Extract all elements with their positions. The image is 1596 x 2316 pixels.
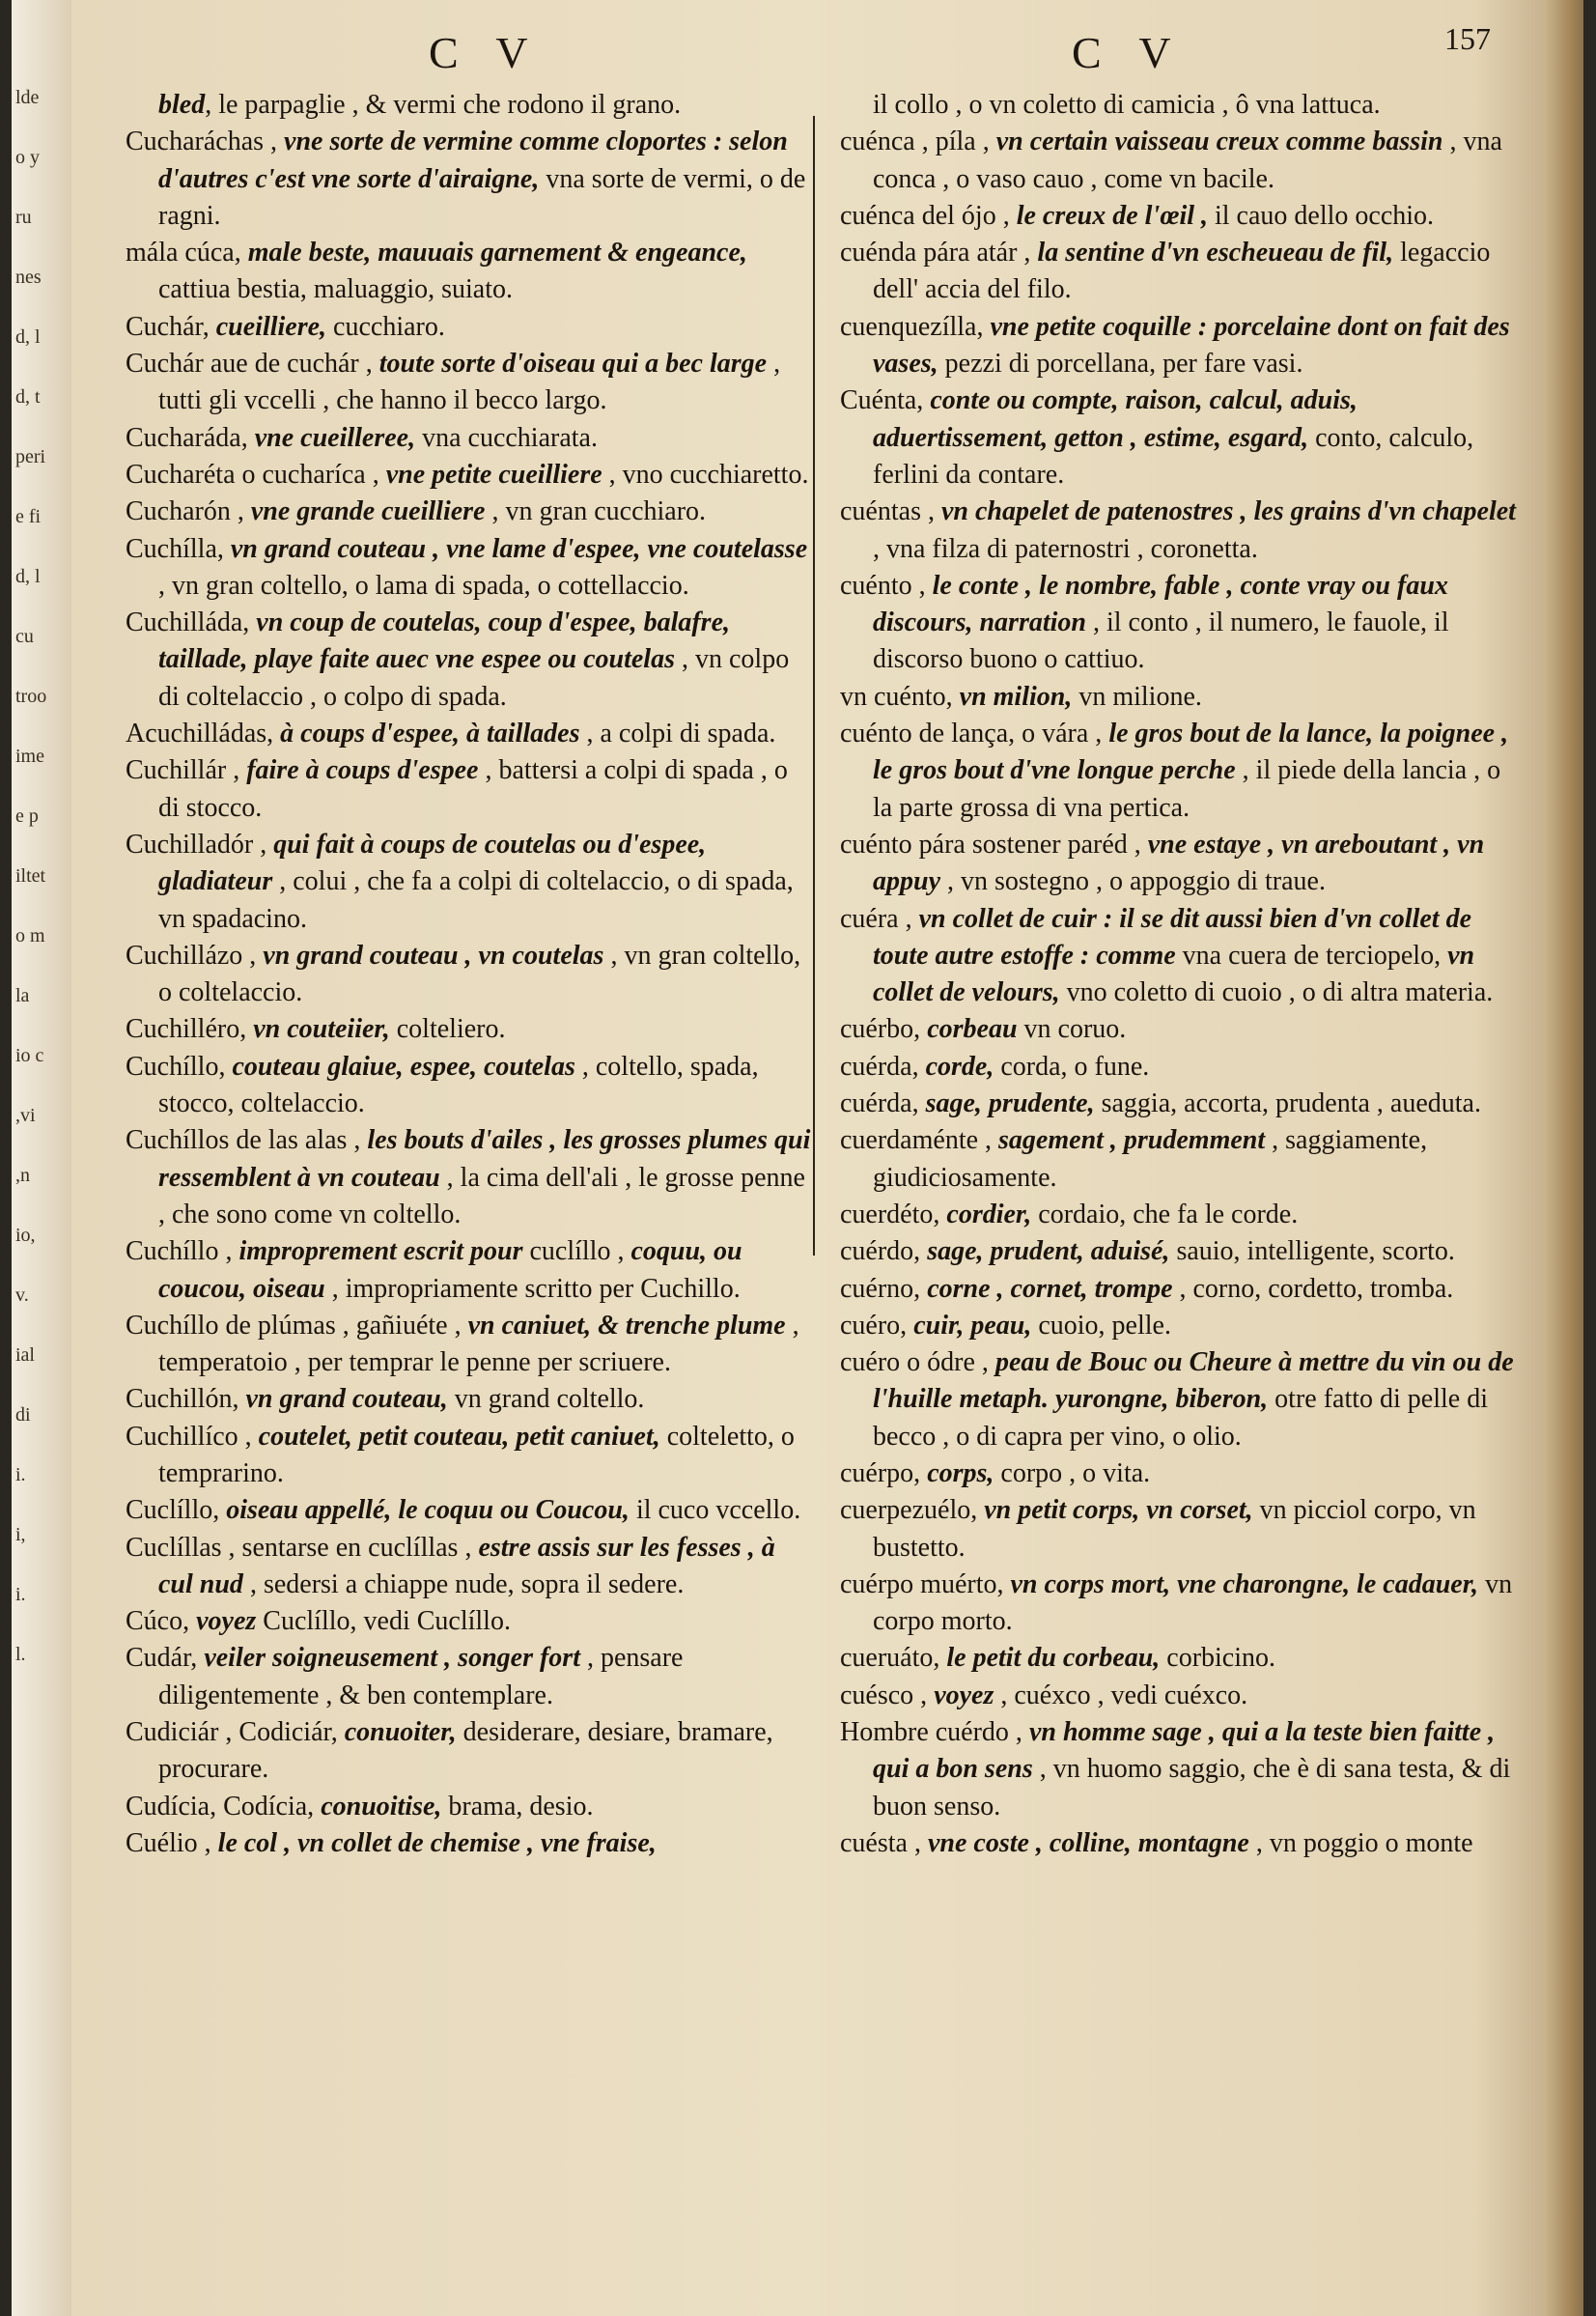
french-gloss: conuoiter, bbox=[344, 1717, 457, 1748]
page-number: 157 bbox=[1444, 21, 1491, 56]
facing-page-fragment: i. bbox=[15, 1464, 26, 1485]
facing-page-fragment: lde bbox=[15, 87, 40, 108]
entry-text: cuénto , bbox=[840, 570, 933, 601]
entry-text: Cúco, bbox=[126, 1606, 197, 1637]
dictionary-entry bbox=[840, 1197, 1516, 1233]
right-column bbox=[840, 87, 1516, 1862]
french-gloss: sagement , prudemment bbox=[998, 1125, 1266, 1156]
dictionary-entry bbox=[126, 827, 811, 938]
entry-text: Cudiciár , Codiciár, bbox=[126, 1717, 345, 1748]
entry-text: cordaio, che fa le corde. bbox=[1031, 1199, 1299, 1229]
french-gloss: corne , cornet, trompe bbox=[927, 1273, 1173, 1304]
entry-text: cuénca , píla , bbox=[840, 127, 996, 157]
left-column bbox=[126, 87, 811, 1862]
dictionary-entry bbox=[126, 346, 811, 420]
entry-text: , coltello, spada, stocco, coltelaccio. bbox=[158, 1051, 759, 1119]
entry-text: desiderare, desiare, bramare, procurare. bbox=[158, 1717, 773, 1785]
french-gloss: oiseau appellé, le coquu ou Coucou, bbox=[226, 1495, 630, 1526]
facing-page-fragment: io c bbox=[15, 1045, 44, 1066]
entry-text: cuérda, bbox=[840, 1051, 926, 1082]
entry-text: , vn gran coltello, o coltelaccio. bbox=[158, 940, 801, 1008]
french-gloss: vn grand couteau, bbox=[245, 1384, 448, 1415]
entry-text: Cudícia, Codícia, bbox=[126, 1791, 322, 1822]
dictionary-entry bbox=[840, 1678, 1516, 1714]
facing-page-fragment: nes bbox=[15, 267, 42, 288]
entry-text: vn cuénto, bbox=[840, 681, 960, 712]
french-gloss: vn homme sage , qui a la teste bien faitte , qui a bon sens bbox=[873, 1717, 1496, 1785]
entry-text: , le parpaglie , & vermi che rodono il grano. bbox=[205, 90, 682, 120]
facing-page-fragment: e fi bbox=[15, 506, 42, 527]
dictionary-entry bbox=[840, 1308, 1516, 1344]
entry-text: , vno cucchiaretto. bbox=[602, 459, 809, 490]
dictionary-entry bbox=[840, 198, 1516, 235]
french-gloss: veiler soigneusement , songer fort bbox=[204, 1643, 580, 1674]
french-gloss: sage, prudent, aduisé, bbox=[927, 1236, 1170, 1267]
entry-text: , colui , che fa a colpi di coltelaccio, o di spada, vn spadacino. bbox=[158, 866, 794, 934]
dictionary-entry bbox=[126, 87, 811, 124]
french-gloss: vn petit corps, vn corset, bbox=[984, 1495, 1253, 1526]
facing-page-fragment: iltet bbox=[15, 865, 46, 887]
entry-text: cucchiaro. bbox=[326, 311, 445, 342]
entry-text: cuéro o ódre , bbox=[840, 1347, 995, 1378]
facing-page-fragment: ,vi bbox=[15, 1105, 36, 1126]
entry-text: conto, calculo, ferlini da contare. bbox=[873, 422, 1474, 490]
french-gloss: cueilliere, bbox=[215, 311, 327, 342]
entry-text: cuénto pára sostener paréd , bbox=[840, 829, 1148, 860]
facing-page-fragment: o y bbox=[15, 147, 40, 168]
entry-text: vn milione. bbox=[1072, 681, 1202, 712]
facing-page-fragment: ial bbox=[15, 1344, 35, 1366]
dictionary-entry bbox=[840, 679, 1516, 716]
french-gloss: coutelet, petit couteau, petit caniuet, bbox=[258, 1421, 660, 1452]
dictionary-entry bbox=[126, 752, 811, 827]
entry-text: cueruáto, bbox=[840, 1643, 947, 1674]
french-gloss: conuoitise, bbox=[321, 1791, 442, 1822]
french-gloss: corbeau bbox=[927, 1014, 1018, 1045]
entry-text: Cuchár, bbox=[126, 311, 216, 342]
facing-page-edge bbox=[12, 0, 71, 2316]
entry-text: , il piede della lancia , o la parte grossa di vna pertica. bbox=[873, 755, 1501, 823]
entry-text: vn grand coltello. bbox=[447, 1384, 645, 1415]
column-divider bbox=[813, 116, 815, 1256]
entry-text: saggia, accorta, prudenta , aueduta. bbox=[1094, 1088, 1481, 1119]
dictionary-entry bbox=[840, 1086, 1516, 1122]
dictionary-entry bbox=[126, 1825, 811, 1862]
french-gloss: le conte , le nombre, fable , conte vray ou faux discours, narration bbox=[873, 570, 1448, 638]
dictionary-entry bbox=[840, 1455, 1516, 1492]
french-gloss: couteau glaiue, espee, coutelas bbox=[232, 1051, 575, 1082]
entry-text: Hombre cuérdo , bbox=[840, 1717, 1029, 1748]
dictionary-entry bbox=[126, 1530, 811, 1604]
entry-text: cuclíllo , bbox=[522, 1236, 631, 1267]
dictionary-entry bbox=[840, 124, 1516, 198]
entry-text: Cuchár aue de cuchár , bbox=[126, 349, 379, 380]
dictionary-entry bbox=[840, 1344, 1516, 1455]
dictionary-entry bbox=[840, 568, 1516, 679]
entry-text: cuérda, bbox=[840, 1088, 926, 1119]
entry-text: , battersi a colpi di spada , o di stocco. bbox=[158, 755, 788, 823]
french-gloss: vn caniuet, & trenche plume bbox=[467, 1310, 786, 1341]
dictionary-entry bbox=[126, 1122, 811, 1233]
facing-page-fragment: e p bbox=[15, 805, 39, 827]
facing-page-fragment: v. bbox=[15, 1285, 29, 1306]
dictionary-entry bbox=[840, 1011, 1516, 1048]
entry-text: , impropriamente scritto per Cuchillo. bbox=[324, 1273, 741, 1304]
entry-text: Cuchíllo, bbox=[126, 1051, 233, 1082]
entry-text: cuénto de lança, o vára , bbox=[840, 719, 1109, 749]
french-gloss: vn coup de coutelas, coup d'espee, balafre, taillade, playe faite auec vne espee ou coutelas bbox=[158, 607, 730, 675]
entry-text: , saggiamente, giudiciosamente. bbox=[873, 1125, 1428, 1193]
facing-page-fragment: ru bbox=[15, 207, 32, 228]
entry-text: Cucharáchas , bbox=[126, 127, 285, 157]
entry-text: il collo , o vn coletto di camicia , ô vna lattuca. bbox=[873, 90, 1381, 120]
facing-page-fragment: d, l bbox=[15, 566, 41, 587]
entry-text: Cudár, bbox=[126, 1643, 205, 1674]
dictionary-entry bbox=[126, 1381, 811, 1418]
right-column-header: C V bbox=[1072, 28, 1185, 77]
entry-text: , temperatoio , per temprar le penne per scriuere. bbox=[158, 1310, 799, 1378]
entry-text: Cuchilláda, bbox=[126, 607, 257, 638]
french-gloss: male beste, mauuais garnement & engeance, bbox=[247, 238, 747, 268]
entry-text: cuoio, pelle. bbox=[1031, 1310, 1171, 1341]
dictionary-entry bbox=[840, 1233, 1516, 1270]
french-gloss: le petit du corbeau, bbox=[946, 1643, 1161, 1674]
french-gloss: corde, bbox=[925, 1051, 994, 1082]
dictionary-entry bbox=[126, 605, 811, 716]
entry-text: cuérno, bbox=[840, 1273, 928, 1304]
entry-text: Cucharéta o cucharíca , bbox=[126, 459, 386, 490]
dictionary-entry bbox=[840, 716, 1516, 827]
entry-text: cuérpo, bbox=[840, 1457, 928, 1488]
dictionary-entry bbox=[840, 494, 1516, 568]
entry-text: cuénca del ójo , bbox=[840, 200, 1017, 231]
facing-page-fragment: troo bbox=[15, 686, 47, 707]
entry-text: cuérdo, bbox=[840, 1236, 928, 1267]
entry-text: legaccio dell' accia del filo. bbox=[873, 238, 1491, 305]
french-gloss: vne petite coquille : porcelaine dont on fait des vases, bbox=[873, 311, 1510, 380]
dictionary-entry bbox=[126, 420, 811, 457]
french-gloss: vne estaye , vn areboutant , vn appuy bbox=[873, 829, 1485, 897]
entry-text: vn corpo morto. bbox=[873, 1568, 1513, 1637]
entry-text: mála cúca, bbox=[126, 238, 248, 268]
entry-text: , tutti gli vccelli , che hanno il becco largo. bbox=[158, 349, 781, 416]
entry-text: cuésco , bbox=[840, 1680, 935, 1710]
french-gloss: corps, bbox=[927, 1457, 994, 1488]
french-gloss: le creux de l'œil , bbox=[1016, 200, 1208, 231]
entry-text: Cucharón , bbox=[126, 496, 251, 527]
french-gloss: le col , vn collet de chemise , vne fraise, bbox=[217, 1827, 657, 1858]
dictionary-entry bbox=[840, 1049, 1516, 1086]
dictionary-entry bbox=[840, 1492, 1516, 1567]
entry-text: , vna filza di paternostri , coronetta. bbox=[873, 533, 1258, 564]
entry-text: vna cuera de terciopelo, bbox=[1175, 940, 1448, 971]
dictionary-entry bbox=[126, 457, 811, 494]
dictionary-entry bbox=[126, 235, 811, 309]
entry-text: , vn colpo di coltelaccio , o colpo di spada. bbox=[158, 644, 790, 712]
french-gloss: la sentine d'vn escheueau de fil, bbox=[1037, 238, 1394, 268]
dictionary-entry bbox=[126, 1308, 811, 1382]
french-gloss: toute sorte d'oiseau qui a bec large bbox=[378, 349, 768, 380]
dictionary-entry bbox=[126, 531, 811, 606]
french-gloss: vn milion, bbox=[959, 681, 1073, 712]
entry-text: Cuchilladór , bbox=[126, 829, 274, 860]
page-edge-shadow bbox=[1545, 0, 1583, 2316]
entry-text: Cuélio , bbox=[126, 1827, 218, 1858]
facing-page-fragment: l. bbox=[15, 1644, 26, 1665]
facing-page-fragment: io, bbox=[15, 1225, 36, 1246]
dictionary-entry bbox=[840, 235, 1516, 309]
left-column-header: C V bbox=[429, 28, 542, 77]
entry-text: corpo , o vita. bbox=[994, 1457, 1151, 1488]
entry-text: brama, desio. bbox=[441, 1791, 594, 1822]
entry-text: corda, o fune. bbox=[994, 1051, 1150, 1082]
dictionary-entry bbox=[126, 716, 811, 752]
entry-text: cuéro, bbox=[840, 1310, 914, 1341]
entry-text: , cuéxco , vedi cuéxco. bbox=[994, 1680, 1248, 1710]
french-gloss: cuir, peau, bbox=[913, 1310, 1032, 1341]
entry-text: , vn gran cucchiaro. bbox=[485, 496, 707, 527]
french-gloss: vn chapelet de patenostres , les grains d'vn chapelet bbox=[940, 496, 1516, 527]
entry-text: Cuchíllos de las alas , bbox=[126, 1125, 368, 1156]
entry-text: cuéntas , bbox=[840, 496, 941, 527]
french-gloss: estre assis sur les fesses , à cul nud bbox=[158, 1532, 775, 1599]
dictionary-entry bbox=[126, 1492, 811, 1529]
french-gloss: cordier, bbox=[946, 1199, 1032, 1229]
entry-text: Cuclíllo, vedi Cuclíllo. bbox=[256, 1606, 511, 1637]
facing-page-fragment: ime bbox=[15, 746, 44, 767]
french-gloss: conte ou compte, raison, calcul, aduis, aduertissement, getton , estime, esgard, bbox=[873, 385, 1358, 453]
french-gloss: vn collet de cuir : il se dit aussi bien d'vn collet de toute autre estoffe : comme bbox=[873, 903, 1471, 971]
french-gloss: sage, prudente, bbox=[925, 1088, 1095, 1119]
entry-text: Acuchilládas, bbox=[126, 719, 281, 749]
entry-text: cuénda pára atár , bbox=[840, 238, 1038, 268]
french-gloss: faire à coups d'espee bbox=[246, 755, 479, 786]
entry-text: Cuchíllo de plúmas , gañiuéte , bbox=[126, 1310, 468, 1341]
facing-page-fragment: ,n bbox=[15, 1165, 30, 1186]
dictionary-entry bbox=[126, 1789, 811, 1825]
entry-text: sauio, intelligente, scorto. bbox=[1169, 1236, 1455, 1267]
french-gloss: voyez bbox=[934, 1680, 994, 1710]
french-gloss: vn corps mort, vne charongne, le cadauer, bbox=[1010, 1568, 1479, 1599]
dictionary-entry bbox=[840, 1825, 1516, 1862]
french-gloss: vn certain vaisseau creux comme bassin bbox=[995, 127, 1443, 157]
french-gloss: coquu, ou coucou, oiseau bbox=[158, 1236, 742, 1304]
dictionary-entry bbox=[840, 901, 1516, 1012]
entry-text: cuerpezuélo, bbox=[840, 1495, 985, 1526]
entry-text: Cuchillár , bbox=[126, 755, 247, 786]
entry-text: vno coletto di cuoio , o di altra materia. bbox=[1059, 977, 1494, 1008]
dictionary-entry bbox=[840, 382, 1516, 494]
entry-text: , vn gran coltello, o lama di spada, o cottellaccio. bbox=[158, 570, 689, 601]
entry-text: otre fatto di pelle di becco , o di capra per vino, o olio. bbox=[873, 1384, 1488, 1452]
french-gloss: qui fait à coups de coutelas ou d'espee, gladiateur bbox=[158, 829, 707, 897]
entry-text: vna cucchiarata. bbox=[415, 422, 598, 453]
entry-text: , vn huomo saggio, che è di sana testa, & di buon senso. bbox=[873, 1754, 1511, 1822]
entry-text: vna sorte de vermi, o de ragni. bbox=[158, 163, 806, 231]
dictionary-entry bbox=[126, 1233, 811, 1308]
entry-text: , a colpi di spada. bbox=[579, 719, 776, 749]
french-gloss: vn grand couteau , vne lame d'espee, vne coutelasse bbox=[230, 533, 808, 564]
entry-text: Cuchillíco , bbox=[126, 1421, 259, 1452]
dictionary-entry bbox=[840, 827, 1516, 901]
dictionary-entry bbox=[126, 938, 811, 1012]
dictionary-entry bbox=[126, 1011, 811, 1048]
french-gloss: peau de Bouc ou Cheure à mettre du vin ou de l'huille metaph. yurongne, biberon, bbox=[873, 1347, 1514, 1415]
dictionary-entry bbox=[126, 309, 811, 346]
french-gloss: les bouts d'ailes , les grosses plumes qui ressemblent à vn couteau bbox=[158, 1125, 811, 1193]
entry-text: , pensare diligentemente , & ben contemplare. bbox=[158, 1643, 684, 1710]
dictionary-entry bbox=[126, 494, 811, 530]
facing-page-fragment: o m bbox=[15, 925, 45, 946]
entry-text: , il conto , il numero, le fauole, il discorso buono o cattiuo. bbox=[873, 607, 1449, 675]
french-gloss: vne grande cueilliere bbox=[250, 496, 486, 527]
entry-text: Cuchíllo , bbox=[126, 1236, 239, 1267]
entry-text: cuérpo muérto, bbox=[840, 1568, 1011, 1599]
entry-text: , sedersi a chiappe nude, sopra il sedere. bbox=[242, 1568, 685, 1599]
facing-page-fragment: i, bbox=[15, 1524, 26, 1545]
entry-text: , vn poggio o monte bbox=[1248, 1827, 1473, 1858]
entry-text: cattiua bestia, maluaggio, suiato. bbox=[158, 274, 514, 305]
dictionary-entry bbox=[840, 1567, 1516, 1641]
facing-page-fragment: la bbox=[15, 985, 30, 1006]
entry-text: pezzi di porcellana, per fare vasi. bbox=[938, 349, 1303, 380]
entry-text: , corno, cordetto, tromba. bbox=[1172, 1273, 1454, 1304]
entry-text: cuenquezílla, bbox=[840, 311, 991, 342]
entry-text: il cuco vccello. bbox=[629, 1495, 801, 1526]
entry-text: colteliero. bbox=[389, 1014, 506, 1045]
french-gloss: le gros bout de la lance, la poignee , le gros bout d'vne longue perche bbox=[873, 719, 1509, 786]
entry-text: colteletto, o temprarino. bbox=[158, 1421, 795, 1488]
entry-text: Cuchillón, bbox=[126, 1384, 246, 1415]
facing-page-fragment: cu bbox=[15, 626, 34, 647]
dictionary-entry bbox=[126, 1640, 811, 1714]
french-gloss: vne sorte de vermine comme cloportes : selon d'autres c'est vne sorte d'airaigne, bbox=[158, 127, 788, 194]
entry-text: vn picciol corpo, vn bustetto. bbox=[873, 1495, 1476, 1563]
dictionary-entry bbox=[126, 1419, 811, 1493]
dictionary-entry bbox=[840, 1714, 1516, 1825]
entry-text: vn coruo. bbox=[1017, 1014, 1127, 1045]
dictionary-entry bbox=[840, 1271, 1516, 1308]
dictionary-entry bbox=[840, 87, 1516, 124]
facing-page-fragment: di bbox=[15, 1404, 31, 1426]
french-gloss: vne petite cueilliere bbox=[385, 459, 602, 490]
dictionary-entry bbox=[840, 1640, 1516, 1677]
entry-text: , vn sostegno , o appoggio di traue. bbox=[940, 866, 1326, 897]
french-gloss: vne cueilleree, bbox=[254, 422, 416, 453]
entry-text: Cuclíllo, bbox=[126, 1495, 227, 1526]
french-gloss: vn grand couteau , vn coutelas bbox=[263, 940, 604, 971]
facing-page-fragment: d, t bbox=[15, 386, 41, 408]
entry-text: Cuénta, bbox=[840, 385, 931, 416]
entry-text: cuéra , bbox=[840, 903, 919, 934]
entry-text: cuérbo, bbox=[840, 1014, 928, 1045]
entry-text: , la cima dell'ali , le grosse penne , che sono come vn coltello. bbox=[158, 1162, 805, 1229]
french-gloss: vne coste , colline, montagne bbox=[927, 1827, 1249, 1858]
dictionary-entry bbox=[126, 124, 811, 235]
french-gloss: vn collet de velours, bbox=[873, 940, 1475, 1008]
facing-page-fragment: d, l bbox=[15, 326, 41, 348]
entry-text: , vna conca , o vaso cauo , come vn bacile. bbox=[873, 127, 1502, 194]
facing-page-fragment: peri bbox=[15, 446, 46, 467]
french-gloss: voyez bbox=[196, 1606, 257, 1637]
dictionary-entry bbox=[126, 1603, 811, 1640]
scanned-page bbox=[12, 0, 1583, 2316]
entry-text: Cuchílla, bbox=[126, 533, 231, 564]
entry-text: il cauo dello occhio. bbox=[1208, 200, 1435, 231]
entry-text: corbicino. bbox=[1160, 1643, 1276, 1674]
entry-text: Cuchillázo , bbox=[126, 940, 264, 971]
entry-text: Cuchilléro, bbox=[126, 1014, 254, 1045]
french-gloss: vn couteiier, bbox=[253, 1014, 390, 1045]
facing-page-fragment: i. bbox=[15, 1584, 26, 1605]
entry-text: cuerdéto, bbox=[840, 1199, 947, 1229]
dictionary-entry bbox=[126, 1049, 811, 1123]
french-gloss: à coups d'espee, à taillades bbox=[280, 719, 580, 749]
entry-text: Cuclíllas , sentarse en cuclíllas , bbox=[126, 1532, 479, 1563]
entry-text: cuésta , bbox=[840, 1827, 928, 1858]
french-gloss: improprement escrit pour bbox=[238, 1236, 523, 1267]
entry-text: Cucharáda, bbox=[126, 422, 255, 453]
dictionary-entry bbox=[840, 1122, 1516, 1197]
dictionary-entry bbox=[126, 1714, 811, 1789]
dictionary-entry bbox=[840, 309, 1516, 383]
entry-text: cuerdaménte , bbox=[840, 1125, 999, 1156]
french-gloss: bled bbox=[158, 90, 206, 120]
